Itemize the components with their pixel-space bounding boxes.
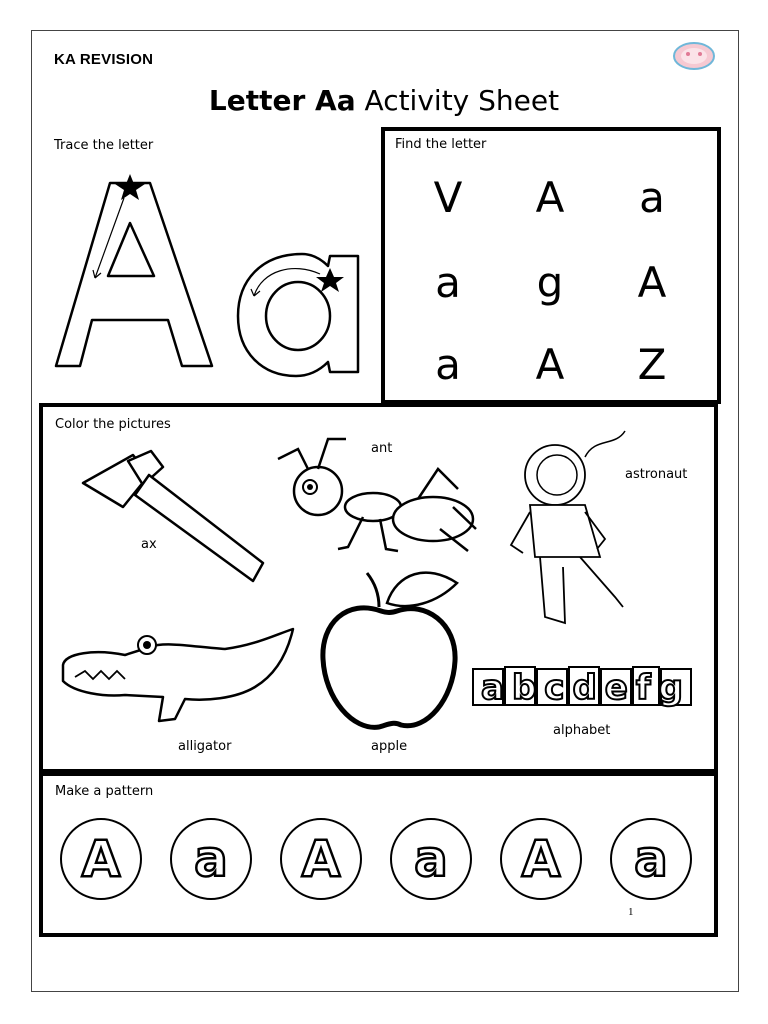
pattern-circle[interactable]	[280, 818, 362, 900]
color-label: Color the pictures	[55, 417, 171, 432]
pattern-box	[39, 772, 718, 937]
find-letter-cell[interactable]: a	[639, 173, 665, 222]
trace-letter-uppercase-a	[50, 168, 220, 378]
find-label: Find the letter	[395, 137, 487, 152]
find-letter-cell[interactable]: Z	[637, 340, 667, 389]
pattern-circle[interactable]	[60, 818, 142, 900]
pattern-circle[interactable]	[390, 818, 472, 900]
find-letter-cell[interactable]: a	[435, 340, 461, 389]
find-letter-cell[interactable]: A	[637, 258, 667, 307]
alphabet-picture[interactable]	[471, 663, 701, 713]
pattern-letter: a	[414, 830, 448, 888]
kiddie-academy-logo	[668, 40, 720, 80]
pattern-circle[interactable]	[170, 818, 252, 900]
trace-letter-lowercase-a	[232, 248, 372, 383]
astronaut-picture[interactable]	[505, 427, 655, 637]
astronaut-label: astronaut	[625, 467, 688, 482]
pattern-letter: a	[194, 830, 228, 888]
alphabet-text: abcdefg	[481, 668, 691, 708]
pattern-letter: A	[521, 830, 561, 888]
find-letter-cell[interactable]: A	[535, 173, 565, 222]
apple-picture[interactable]	[317, 559, 467, 737]
find-letter-cell[interactable]: V	[433, 173, 463, 222]
title-bold: Letter Aa	[208, 84, 356, 117]
ax-picture[interactable]	[73, 445, 273, 590]
pattern-circle[interactable]	[500, 818, 582, 900]
pattern-label: Make a pattern	[55, 784, 154, 799]
trace-label: Trace the letter	[54, 138, 154, 153]
alligator-label: alligator	[178, 739, 232, 754]
worksheet-title	[0, 84, 768, 117]
page-number: 1	[628, 906, 634, 918]
find-letter-cell[interactable]: g	[536, 258, 564, 307]
pattern-letter: A	[301, 830, 341, 888]
title-rest: Activity Sheet	[355, 84, 560, 117]
pattern-letter: A	[81, 830, 121, 888]
find-letter-box	[381, 127, 721, 404]
header-label: KA REVISION	[54, 51, 154, 68]
ant-label: ant	[371, 441, 393, 456]
apple-label: apple	[371, 739, 408, 754]
alligator-picture[interactable]	[55, 625, 305, 735]
pattern-letter: a	[634, 830, 668, 888]
ax-label: ax	[141, 537, 157, 552]
pattern-circle[interactable]	[610, 818, 692, 900]
alphabet-label: alphabet	[553, 723, 611, 738]
find-letter-cell[interactable]: a	[435, 258, 461, 307]
find-letter-cell[interactable]: A	[535, 340, 565, 389]
color-pictures-box	[39, 403, 718, 773]
